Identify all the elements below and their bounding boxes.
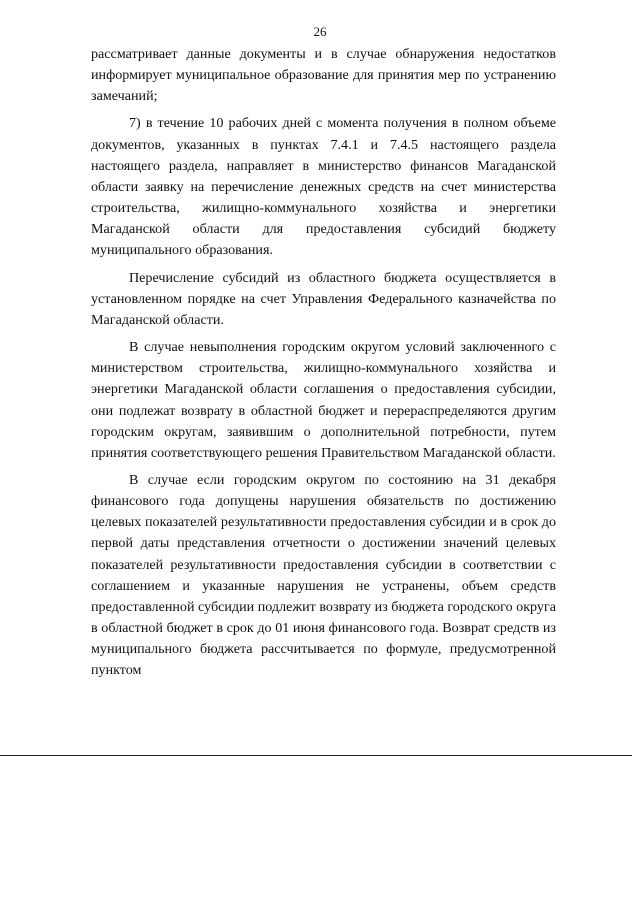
page-number: 26	[313, 24, 327, 39]
paragraph-refund: В случае если городским округом по состоянию на 31 декабря финансового года допущены нарушения обязательств по достижению целевых показателей результативности предоставления субсидии и в срок до первой даты представления отчетности о достижении значений целевых показателей результативности предоставления субсидии в соответствии с соглашением и указанные нарушения не устранены, объем средств предоставленной субсидии подлежит возврату из бюджета городского округа в областной бюджет в срок до 01 июня финансового года. Возврат средств из муниципального бюджета рассчитывается по формуле, предусмотренной пунктом	[91, 471, 556, 679]
paragraph-continuation: рассматривает данные документы и в случае обнаружения недостатков информирует муниципальное образование для принятия мер по устранению замечаний;	[91, 46, 556, 105]
page-separator-line	[0, 755, 632, 756]
paragraph-transfer-subsidies: Перечисление субсидий из областного бюджета осуществляется в установленном порядке на счет Управления Федерального казначейства по Магаданской области.	[91, 269, 556, 328]
paragraph-item-7: 7) в течение 10 рабочих дней с момента получения в полном объеме документов, указанных в пунктах 7.4.1 и 7.4.5 настоящего раздела настоящего раздела, направляет в министерство финансов Магаданской области заявку на перечисление денежных средств на счет министерства строительства, жилищно-коммунального хозяйства и энергетики Магаданской области для предоставления субсидий бюджету муниципального образования.	[91, 115, 556, 259]
document-body	[91, 44, 556, 682]
paragraph-non-fulfillment: В случае невыполнения городским округом условий заключенного с министерством строительства, жилищно-коммунального хозяйства и энергетики Магаданской области соглашения о предоставления субсидии, они подлежат возврату в областной бюджет и перераспределяются другим городским округам, заявившим о дополнительной потребности, путем принятия соответствующего решения Правительством Магаданской области.	[91, 339, 556, 461]
